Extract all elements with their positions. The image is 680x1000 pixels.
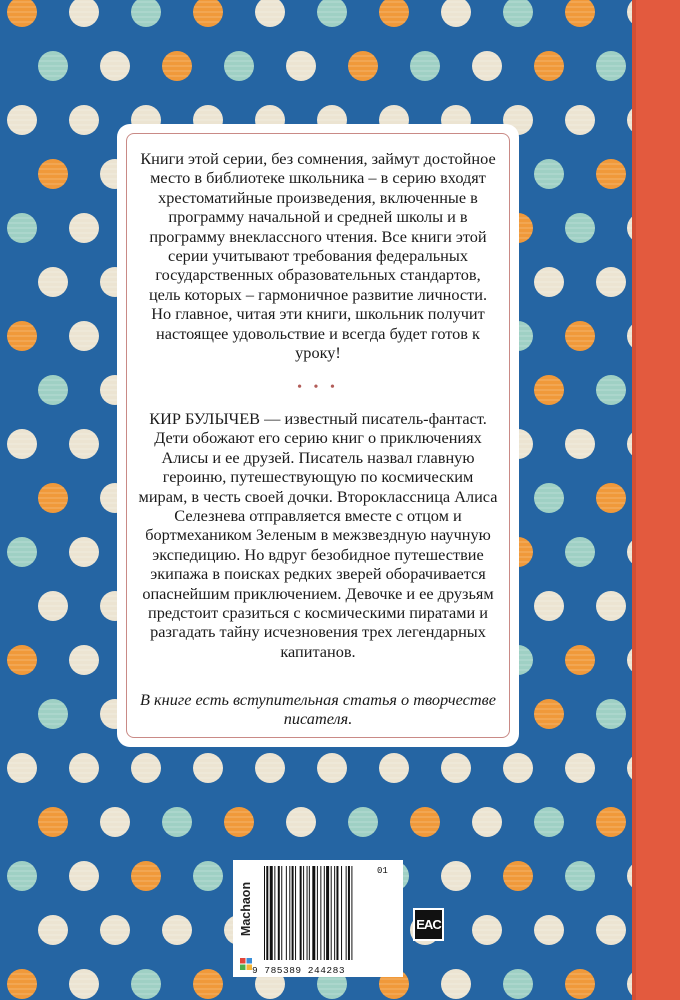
book-spine: [632, 0, 680, 1000]
barcode-bar: [336, 866, 338, 960]
polka-dot: [255, 0, 285, 27]
barcode-bar: [334, 866, 335, 960]
publisher-name: Machaon: [239, 881, 253, 937]
isbn-number: 9 785389 244283: [252, 965, 346, 976]
barcode-bar: [309, 866, 310, 960]
polka-dot: [69, 0, 99, 27]
barcode-bar: [266, 866, 268, 960]
polka-dot: [193, 0, 223, 27]
barcode-bar: [289, 866, 290, 960]
author-description: КИР БУЛЫЧЕВ — известный писатель-фантаст. Дети обожают его серию книг о приключениях Алисы и ее друзей. Писатель назвал главную героиню, путешествующую по космическим мирам, в честь своей дочки. Второклассница Алиса Селезнева отправляется вместе с отцом и бортмехаником Зеленым в межзвездную научную экспедицию. Но вдруг безобидное путешествие экипажа в поисках редких зверей оборачивается опаснейшим приключением. Девочке и ее друзьям предстоит сразиться с космическими пиратами и разгадать тайну исчезновения трех легендарных капитанов.: [138, 409, 498, 661]
barcode-bar: [317, 866, 318, 960]
barcode-bar: [346, 866, 347, 960]
barcode-bar: [348, 866, 350, 960]
polka-dot: [379, 0, 409, 27]
barcode-bar: [292, 866, 294, 960]
spine-edge: [632, 0, 636, 1000]
barcode-addon: 01: [377, 866, 388, 876]
barcode-bar: [295, 866, 296, 960]
intro-article-note: В книге есть вступительная статья о творчестве писателя.: [140, 690, 496, 729]
barcode-bar: [270, 866, 273, 960]
barcode-bars: [262, 866, 398, 966]
barcode-bar: [278, 866, 280, 960]
publisher-logo: [236, 862, 256, 974]
series-description: Книги этой серии, без сомнения, займут достойное место в библиотеке школьника – в серию входят хрестоматийные произведения, включенные в программу начальной и средней школы и в программу внеклассного чтения. Все книги этой серии учитывают требования федеральных государственных образовательных стандартов, цель которых – гармоничное развитие личности. Но главное, читая эти книги, школьник получит настоящее удовольствие и всегда будет готов к уроку!: [140, 149, 496, 363]
polka-dot: [7, 0, 37, 27]
barcode-bar: [286, 866, 287, 960]
eac-mark: [413, 908, 444, 941]
barcode-bar: [307, 866, 308, 960]
barcode-bar: [324, 866, 325, 960]
polka-dot: [317, 0, 347, 27]
polka-dot: [441, 0, 471, 27]
barcode-bar: [264, 866, 265, 960]
barcode-bar: [281, 866, 282, 960]
publisher-mark-icon: [240, 958, 252, 970]
barcode-bar: [320, 866, 321, 960]
polka-dot: [565, 0, 595, 27]
barcode-bar: [300, 866, 302, 960]
polka-dot: [503, 0, 533, 27]
section-separator: • • •: [297, 380, 339, 395]
barcode-bar: [312, 866, 315, 960]
polka-dot: [131, 0, 161, 27]
barcode-bar: [303, 866, 304, 960]
barcode-bar: [351, 866, 352, 960]
eac-mark-label: EAC: [416, 917, 441, 932]
barcode-bar: [326, 866, 329, 960]
barcode-bar: [331, 866, 332, 960]
barcode-bar: [341, 866, 342, 960]
barcode-bar: [274, 866, 275, 960]
